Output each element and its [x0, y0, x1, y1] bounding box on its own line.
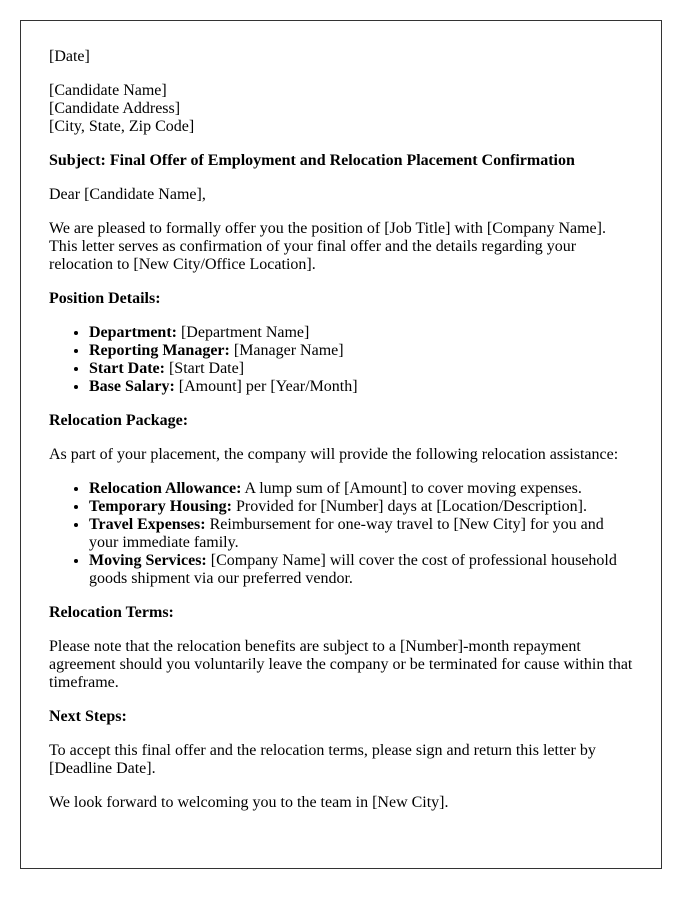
list-item [89, 360, 633, 378]
next-steps-text: To accept this final offer and the relocation terms, please sign and return this letter by [Deadline Date]. [49, 742, 596, 777]
recipient-name: [Candidate Name] [49, 82, 167, 99]
item-value: [Amount] per [Year/Month] [174, 378, 358, 395]
list-item [89, 516, 633, 552]
list-item [89, 342, 633, 360]
item-label: Start Date: [89, 360, 165, 377]
item-value: Provided for [Number] days at [Location/Description]. [231, 498, 587, 515]
letter-date: [Date] [49, 48, 90, 65]
list-item [89, 324, 633, 342]
item-label: Moving Services: [89, 552, 207, 569]
relocation-package-heading: Relocation Package: [49, 412, 189, 429]
position-details-heading: Position Details: [49, 290, 161, 307]
recipient-block [49, 82, 633, 136]
offer-letter [20, 20, 662, 869]
item-label: Temporary Housing: [89, 498, 232, 515]
salutation: Dear [Candidate Name], [49, 186, 206, 203]
item-value: [Manager Name] [229, 342, 344, 359]
item-value: Reimbursement for one-way travel to [New City] for you and your immediate family. [89, 516, 604, 551]
list-item [89, 480, 633, 498]
item-label: Base Salary: [89, 378, 175, 395]
list-item [89, 378, 633, 396]
relocation-terms-text: Please note that the relocation benefits are subject to a [Number]-month repayment agreement should you voluntarily leave the company or be terminated for cause within that timeframe. [49, 638, 633, 691]
item-label: Relocation Allowance: [89, 480, 242, 497]
item-value: [Department Name] [176, 324, 310, 341]
item-value: [Company Name] will cover the cost of professional household goods shipment via our preferred vendor. [89, 552, 617, 587]
item-value: [Start Date] [164, 360, 245, 377]
list-item [89, 552, 633, 588]
item-label: Reporting Manager: [89, 342, 230, 359]
relocation-terms-heading: Relocation Terms: [49, 604, 174, 621]
recipient-address: [Candidate Address] [49, 100, 181, 117]
list-item [89, 498, 633, 516]
item-value: A lump sum of [Amount] to cover moving expenses. [241, 480, 582, 497]
recipient-city-state-zip: [City, State, Zip Code] [49, 118, 195, 135]
next-steps-heading: Next Steps: [49, 708, 127, 725]
item-label: Department: [89, 324, 177, 341]
item-label: Travel Expenses: [89, 516, 206, 533]
position-details-list [49, 324, 633, 396]
relocation-package-intro: As part of your placement, the company will provide the following relocation assistance: [49, 446, 619, 463]
relocation-package-list [49, 480, 633, 588]
closing-paragraph: We look forward to welcoming you to the team in [New City]. [49, 794, 449, 811]
subject-line: Subject: Final Offer of Employment and Relocation Placement Confirmation [49, 152, 575, 169]
intro-paragraph: We are pleased to formally offer you the position of [Job Title] with [Company Name]. This letter serves as confirmation of your final offer and the details regarding your relocation to [New City/Office Location]. [49, 220, 606, 273]
